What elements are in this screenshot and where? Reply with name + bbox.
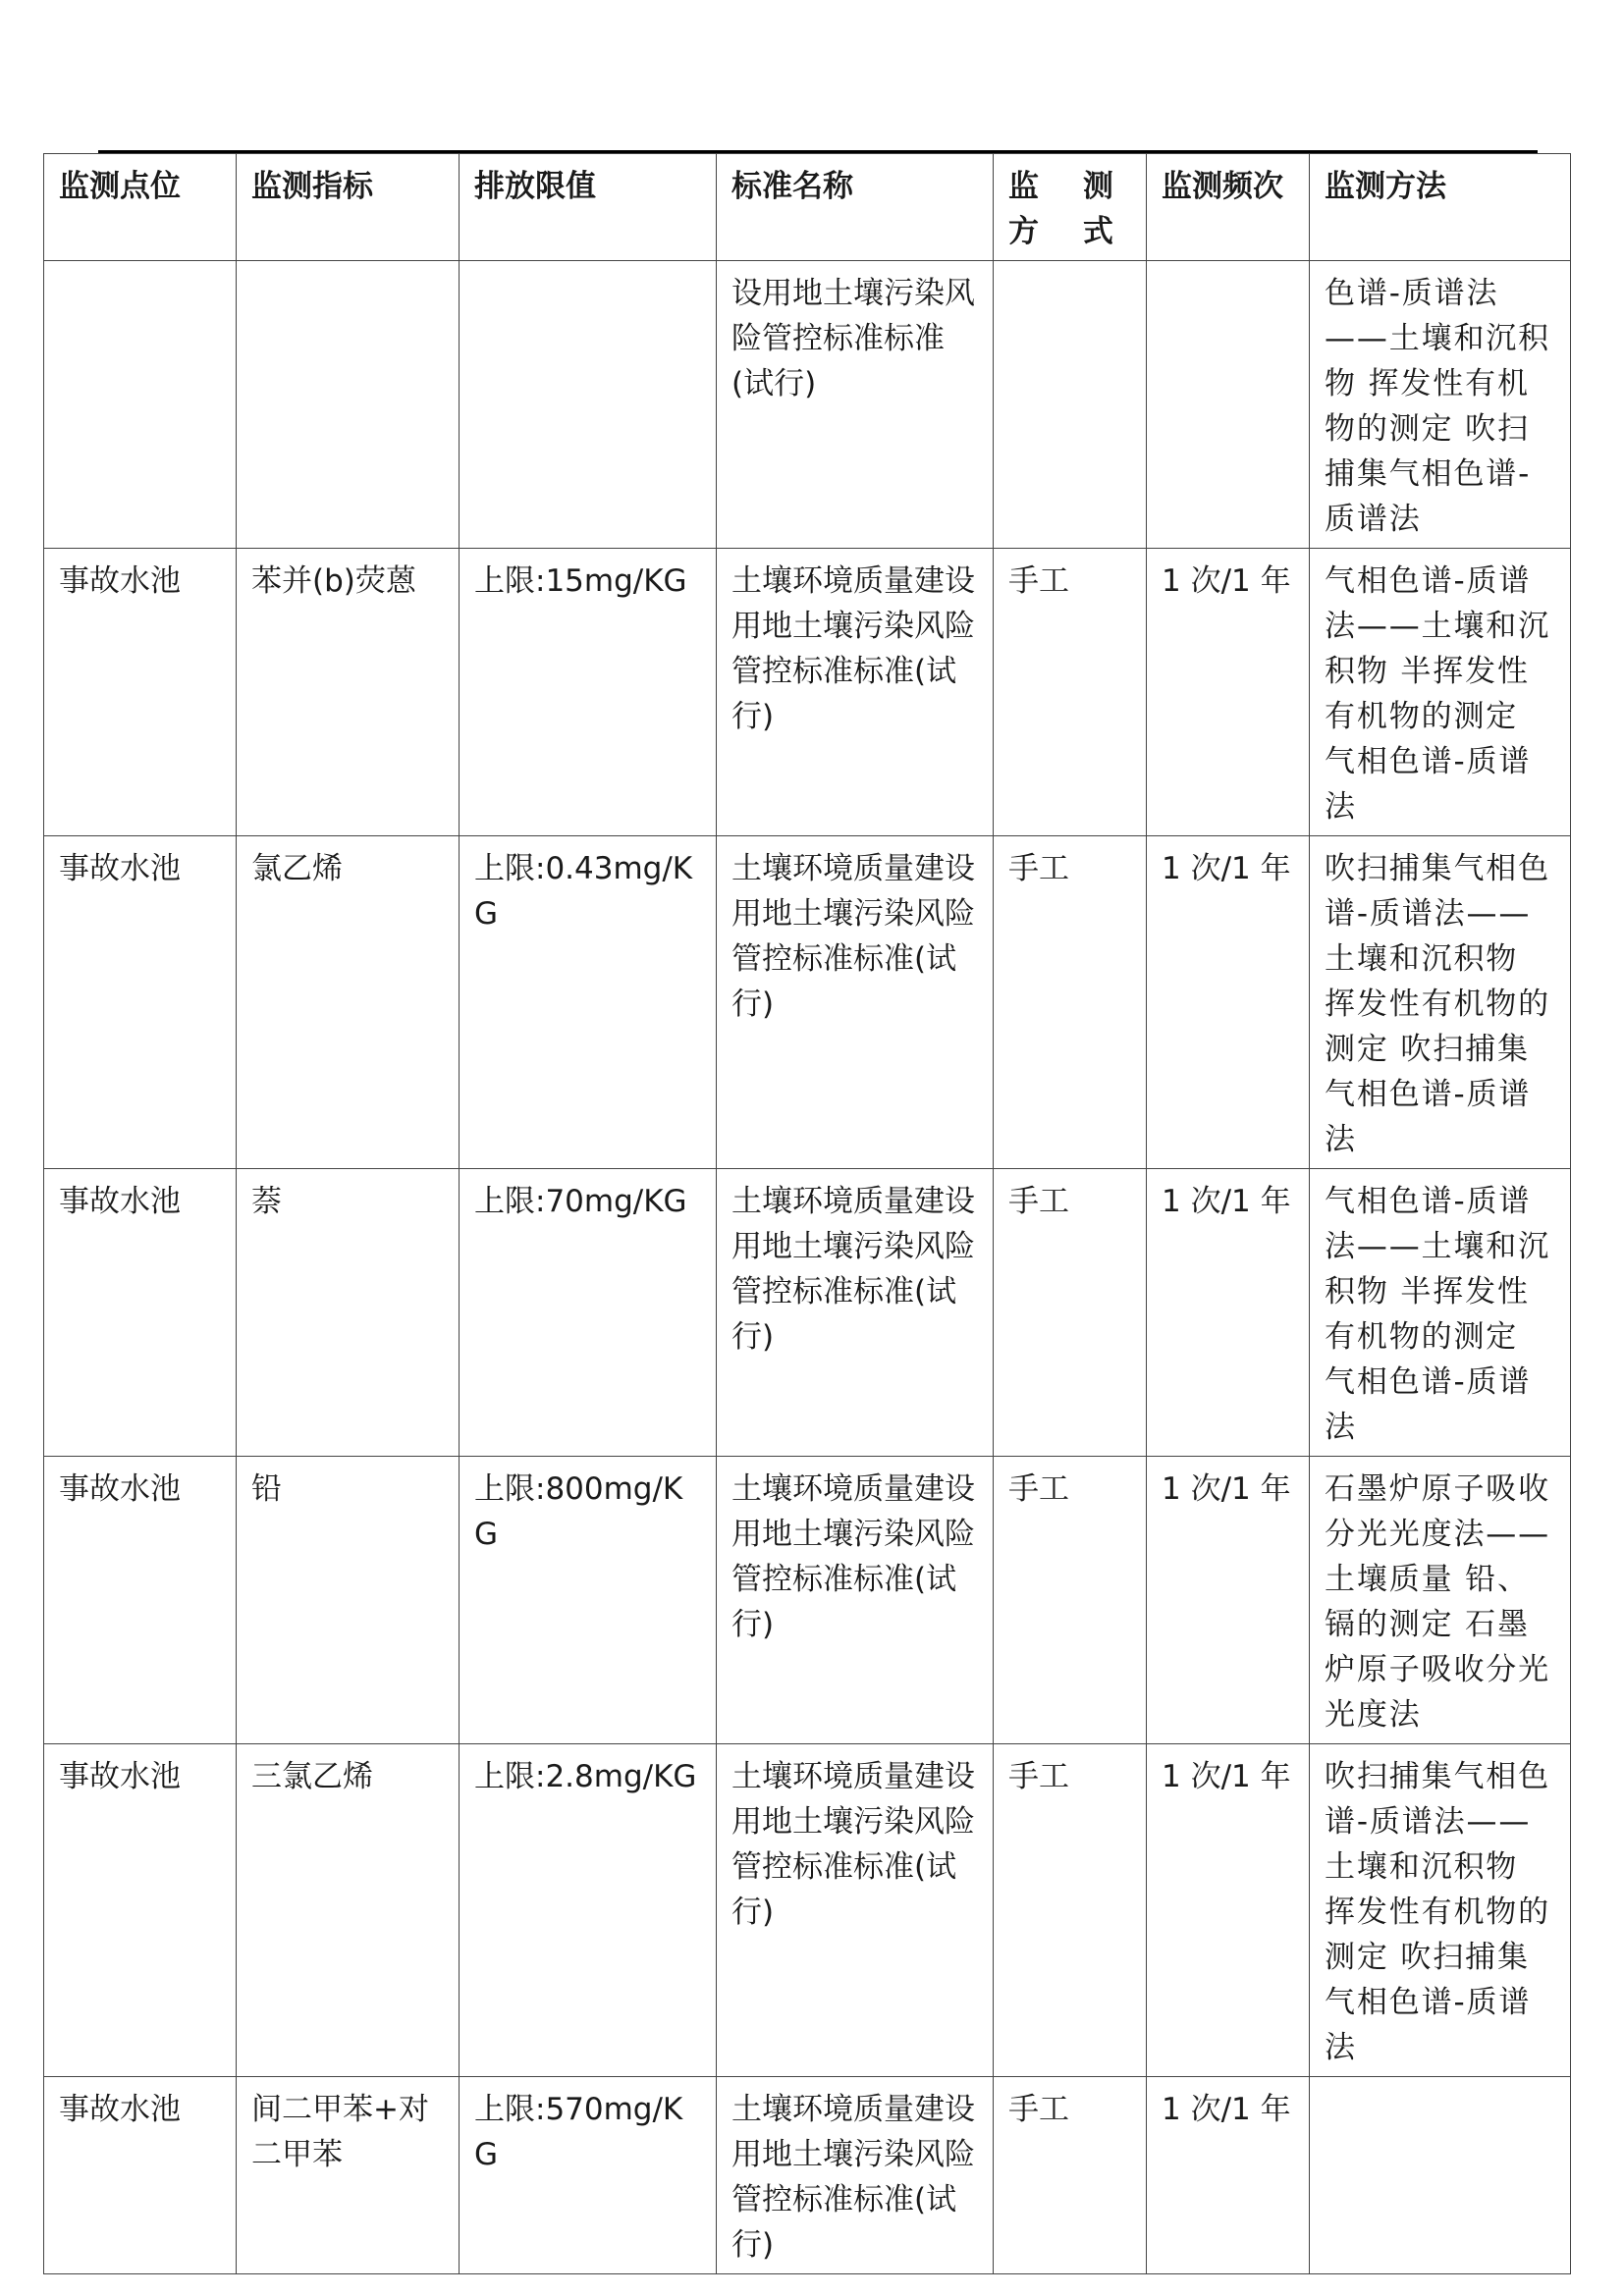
cell-mode: 手工	[994, 1169, 1147, 1457]
cell-limit: 上限:800mg/KG	[460, 1457, 717, 1744]
cell-point: 事故水池	[44, 1457, 237, 1744]
cell-indicator	[237, 261, 460, 549]
header-monitoring-indicator: 监测指标	[237, 154, 460, 261]
table-row	[44, 1457, 1571, 1744]
monitoring-table	[43, 153, 1571, 2274]
cell-frequency: 1 次/1 年	[1147, 1169, 1310, 1457]
table-row-continuation	[44, 261, 1571, 549]
cell-frequency: 1 次/1 年	[1147, 549, 1310, 836]
cell-mode	[994, 261, 1147, 549]
cell-method: 吹扫捕集气相色谱-质谱法——土壤和沉积物 挥发性有机物的测定 吹扫捕集气相色谱-质谱法	[1310, 836, 1571, 1169]
header-monitoring-method: 监测方法	[1310, 154, 1571, 261]
cell-limit: 上限:70mg/KG	[460, 1169, 717, 1457]
cell-limit: 上限:15mg/KG	[460, 549, 717, 836]
header-row	[44, 154, 1571, 261]
cell-mode: 手工	[994, 1457, 1147, 1744]
cell-method: 石墨炉原子吸收分光光度法——土壤质量 铅、镉的测定 石墨炉原子吸收分光光度法	[1310, 1457, 1571, 1744]
cell-frequency: 1 次/1 年	[1147, 2077, 1310, 2274]
cell-standard: 土壤环境质量建设用地土壤污染风险管控标准标准(试行)	[717, 549, 994, 836]
cell-mode: 手工	[994, 836, 1147, 1169]
header-standard-name: 标准名称	[717, 154, 994, 261]
cell-mode: 手工	[994, 2077, 1147, 2274]
cell-standard: 土壤环境质量建设用地土壤污染风险管控标准标准(试行)	[717, 2077, 994, 2274]
cell-mode: 手工	[994, 549, 1147, 836]
header-monitoring-mode: 监 测 方 式	[994, 154, 1147, 261]
cell-standard: 设用地土壤污染风险管控标准标准(试行)	[717, 261, 994, 549]
cell-point	[44, 261, 237, 549]
cell-standard: 土壤环境质量建设用地土壤污染风险管控标准标准(试行)	[717, 1457, 994, 1744]
header-monitoring-point: 监测点位	[44, 154, 237, 261]
cell-indicator: 苯并(b)荧蒽	[237, 549, 460, 836]
cell-limit: 上限:0.43mg/KG	[460, 836, 717, 1169]
cell-indicator: 铅	[237, 1457, 460, 1744]
cell-indicator: 三氯乙烯	[237, 1744, 460, 2077]
cell-method: 吹扫捕集气相色谱-质谱法——土壤和沉积物 挥发性有机物的测定 吹扫捕集气相色谱-质谱法	[1310, 1744, 1571, 2077]
cell-method: 气相色谱-质谱法——土壤和沉积物 半挥发性有机物的测定 气相色谱-质谱法	[1310, 549, 1571, 836]
cell-frequency	[1147, 261, 1310, 549]
cell-point: 事故水池	[44, 836, 237, 1169]
cell-frequency: 1 次/1 年	[1147, 836, 1310, 1169]
cell-point: 事故水池	[44, 549, 237, 836]
cell-point: 事故水池	[44, 1744, 237, 2077]
cell-point: 事故水池	[44, 2077, 237, 2274]
cell-method: 色谱-质谱法——土壤和沉积物 挥发性有机物的测定 吹扫捕集气相色谱-质谱法	[1310, 261, 1571, 549]
cell-frequency: 1 次/1 年	[1147, 1457, 1310, 1744]
cell-limit: 上限:570mg/KG	[460, 2077, 717, 2274]
cell-indicator: 间二甲苯+对二甲苯	[237, 2077, 460, 2274]
table-row	[44, 549, 1571, 836]
cell-limit	[460, 261, 717, 549]
cell-method: 气相色谱-质谱法——土壤和沉积物 半挥发性有机物的测定 气相色谱-质谱法	[1310, 1169, 1571, 1457]
cell-method	[1310, 2077, 1571, 2274]
header-monitoring-frequency: 监测频次	[1147, 154, 1310, 261]
cell-frequency: 1 次/1 年	[1147, 1744, 1310, 2077]
cell-standard: 土壤环境质量建设用地土壤污染风险管控标准标准(试行)	[717, 836, 994, 1169]
cell-standard: 土壤环境质量建设用地土壤污染风险管控标准标准(试行)	[717, 1169, 994, 1457]
cell-standard: 土壤环境质量建设用地土壤污染风险管控标准标准(试行)	[717, 1744, 994, 2077]
cell-mode: 手工	[994, 1744, 1147, 2077]
cell-indicator: 氯乙烯	[237, 836, 460, 1169]
header-emission-limit: 排放限值	[460, 154, 717, 261]
cell-limit: 上限:2.8mg/KG	[460, 1744, 717, 2077]
cell-point: 事故水池	[44, 1169, 237, 1457]
table-row	[44, 1744, 1571, 2077]
cell-indicator: 萘	[237, 1169, 460, 1457]
table-row	[44, 1169, 1571, 1457]
table-row	[44, 836, 1571, 1169]
table-row	[44, 2077, 1571, 2274]
